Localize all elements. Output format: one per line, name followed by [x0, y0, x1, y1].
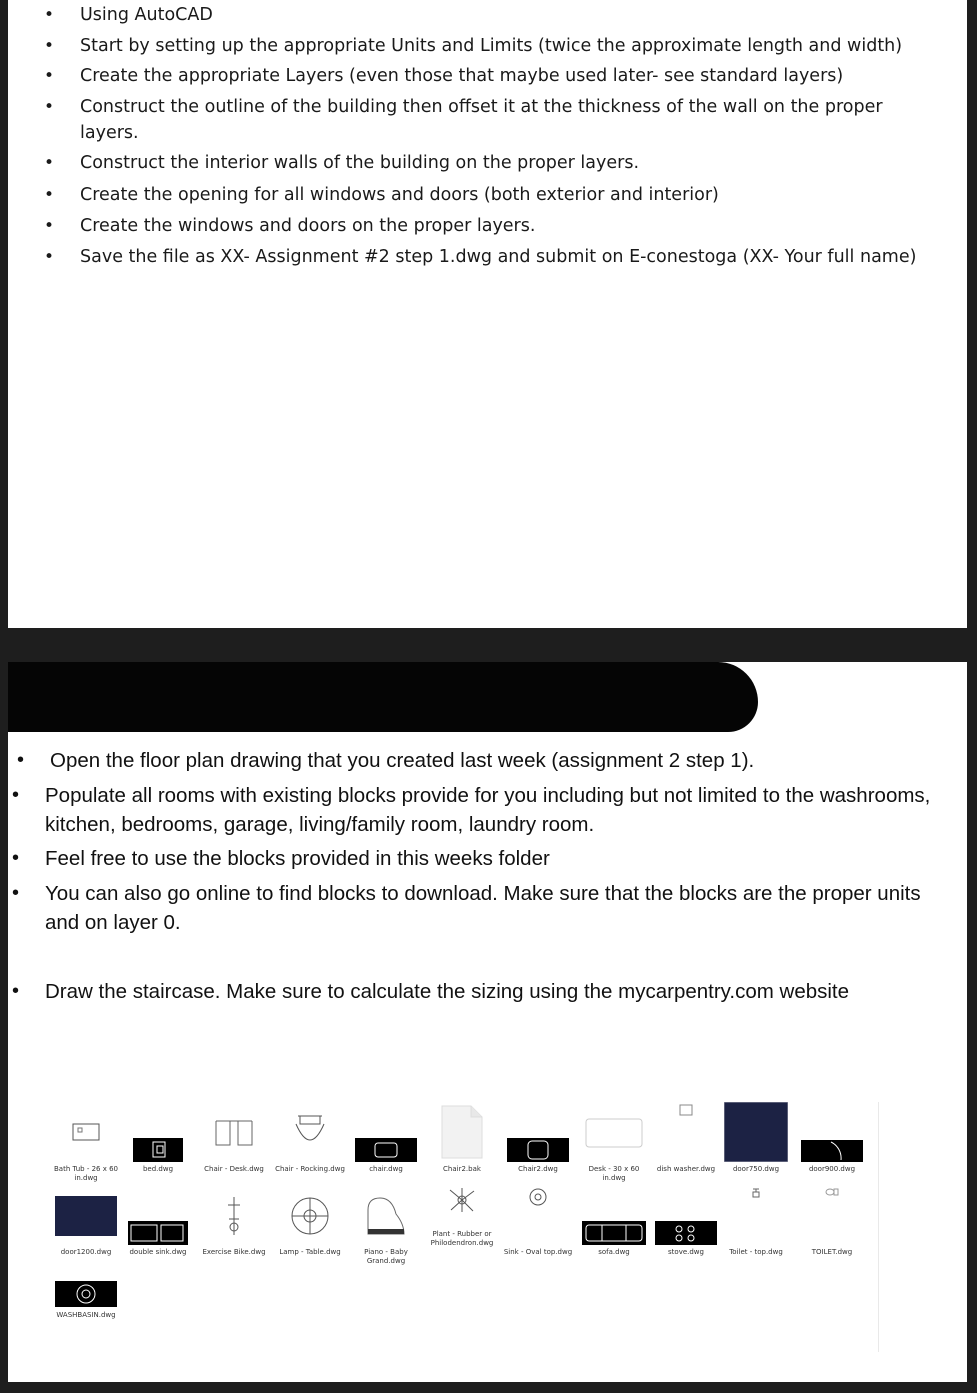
file-item[interactable]	[424, 1187, 500, 1248]
file-item[interactable]	[648, 1102, 724, 1174]
file-name: sofa.dwg	[598, 1248, 630, 1256]
file-name: Desk - 30 x 60 in.dwg	[588, 1165, 640, 1182]
file-item[interactable]	[48, 1102, 124, 1183]
list-item: • Construct the interior walls of the building on the proper layers.	[80, 150, 940, 176]
dishwasher-icon	[679, 1102, 693, 1116]
file-name: Plant - Rubber or Philodendron.dwg	[430, 1230, 494, 1247]
file-item[interactable]	[348, 1187, 424, 1266]
oval-sink-icon	[528, 1187, 548, 1207]
redacted-heading	[8, 662, 758, 732]
chair2-icon	[507, 1138, 569, 1162]
list-item: • Save the file as XX- Assignment #2 step 1.dwg and submit on E-conestoga (XX- Your full name)	[80, 244, 940, 270]
door900-icon	[801, 1140, 863, 1162]
file-item[interactable]	[196, 1187, 272, 1257]
file-item[interactable]	[424, 1102, 500, 1174]
door1200-icon	[55, 1196, 117, 1236]
file-name: Chair - Desk.dwg	[204, 1165, 264, 1173]
file-item[interactable]	[718, 1102, 794, 1174]
list-item: • Construct the outline of the building then offset it at the thickness of the wall on the proper layers.	[80, 94, 940, 146]
file-item[interactable]	[348, 1102, 424, 1174]
file-name: WASHBASIN.dwg	[56, 1311, 116, 1319]
file-name: Chair - Rocking.dwg	[275, 1165, 345, 1173]
lamp-icon	[290, 1196, 330, 1236]
blank-file-icon	[441, 1105, 483, 1159]
file-name: dish washer.dwg	[656, 1165, 716, 1173]
document-page-2	[8, 662, 967, 1382]
toilet-top-icon	[751, 1187, 761, 1199]
file-name: Lamp - Table.dwg	[279, 1248, 341, 1256]
file-item[interactable]	[120, 1187, 196, 1257]
piano-icon	[364, 1196, 408, 1236]
file-item[interactable]	[794, 1187, 870, 1257]
list-item: • Feel free to use the blocks provided in this weeks folder	[45, 844, 955, 873]
file-item[interactable]	[648, 1187, 724, 1257]
file-name: TOILET.dwg	[811, 1248, 853, 1256]
double-sink-icon	[128, 1221, 188, 1245]
file-explorer-grid	[48, 1102, 879, 1352]
file-name: double sink.dwg	[129, 1248, 187, 1256]
bed-icon	[133, 1138, 183, 1162]
file-name: Chair2.dwg	[518, 1165, 558, 1173]
file-item[interactable]	[718, 1187, 794, 1257]
desk-icon	[584, 1115, 644, 1149]
file-name: Sink - Oval top.dwg	[503, 1248, 573, 1256]
file-name: door1200.dwg	[60, 1248, 112, 1256]
file-item[interactable]	[196, 1102, 272, 1174]
plant-icon	[447, 1187, 477, 1213]
file-item[interactable]	[576, 1187, 652, 1257]
chair-icon	[355, 1138, 417, 1162]
rocking-chair-icon	[292, 1112, 328, 1152]
file-item[interactable]	[794, 1102, 870, 1174]
file-item[interactable]	[120, 1102, 196, 1174]
file-item[interactable]	[48, 1187, 124, 1257]
list-item: • Create the windows and doors on the proper layers.	[80, 213, 940, 239]
file-name: Piano - Baby Grand.dwg	[364, 1248, 408, 1265]
file-item[interactable]	[272, 1187, 348, 1257]
file-item[interactable]	[272, 1102, 348, 1174]
file-name: Bath Tub - 26 x 60 in.dwg	[54, 1165, 118, 1182]
file-item[interactable]	[576, 1102, 652, 1183]
toilet-icon	[825, 1187, 839, 1197]
file-name: stove.dwg	[668, 1248, 704, 1256]
file-name: door900.dwg	[808, 1165, 856, 1173]
stove-icon	[655, 1221, 717, 1245]
file-item[interactable]	[48, 1280, 124, 1320]
list-item: • Open the floor plan drawing that you created last week (assignment 2 step 1).	[50, 746, 960, 775]
list-item: • Create the opening for all windows and doors (both exterior and interior)	[80, 182, 940, 208]
list-item: • Using AutoCAD	[80, 2, 940, 28]
door750-icon	[724, 1102, 788, 1162]
bathtub-icon	[72, 1123, 100, 1141]
list-item: • Create the appropriate Layers (even those that maybe used later- see standard layers)	[80, 63, 940, 89]
file-name: Chair2.bak	[443, 1165, 481, 1173]
file-name: door750.dwg	[732, 1165, 780, 1173]
desk-chair-icon	[210, 1115, 258, 1149]
sofa-icon	[582, 1221, 646, 1245]
list-item: • Start by setting up the appropriate Units and Limits (twice the approximate length and width)	[80, 33, 940, 59]
list-item: • Draw the staircase. Make sure to calculate the sizing using the mycarpentry.com website	[45, 977, 955, 1006]
file-item[interactable]	[500, 1102, 576, 1174]
list-item: • You can also go online to find blocks to download. Make sure that the blocks are the proper units and on layer 0.	[45, 879, 955, 937]
file-item[interactable]	[500, 1187, 576, 1257]
file-name: Exercise Bike.dwg	[202, 1248, 266, 1256]
document-page-1	[8, 0, 967, 628]
file-name: Toilet - top.dwg	[729, 1248, 783, 1256]
file-name: chair.dwg	[369, 1165, 403, 1173]
list-item: • Populate all rooms with existing blocks provide for you including but not limited to the washrooms, kitchen, bedrooms, garage, living/family room, laundry room.	[45, 781, 955, 839]
file-name: bed.dwg	[142, 1165, 174, 1173]
exercise-bike-icon	[224, 1195, 244, 1237]
washbasin-icon	[55, 1281, 117, 1307]
